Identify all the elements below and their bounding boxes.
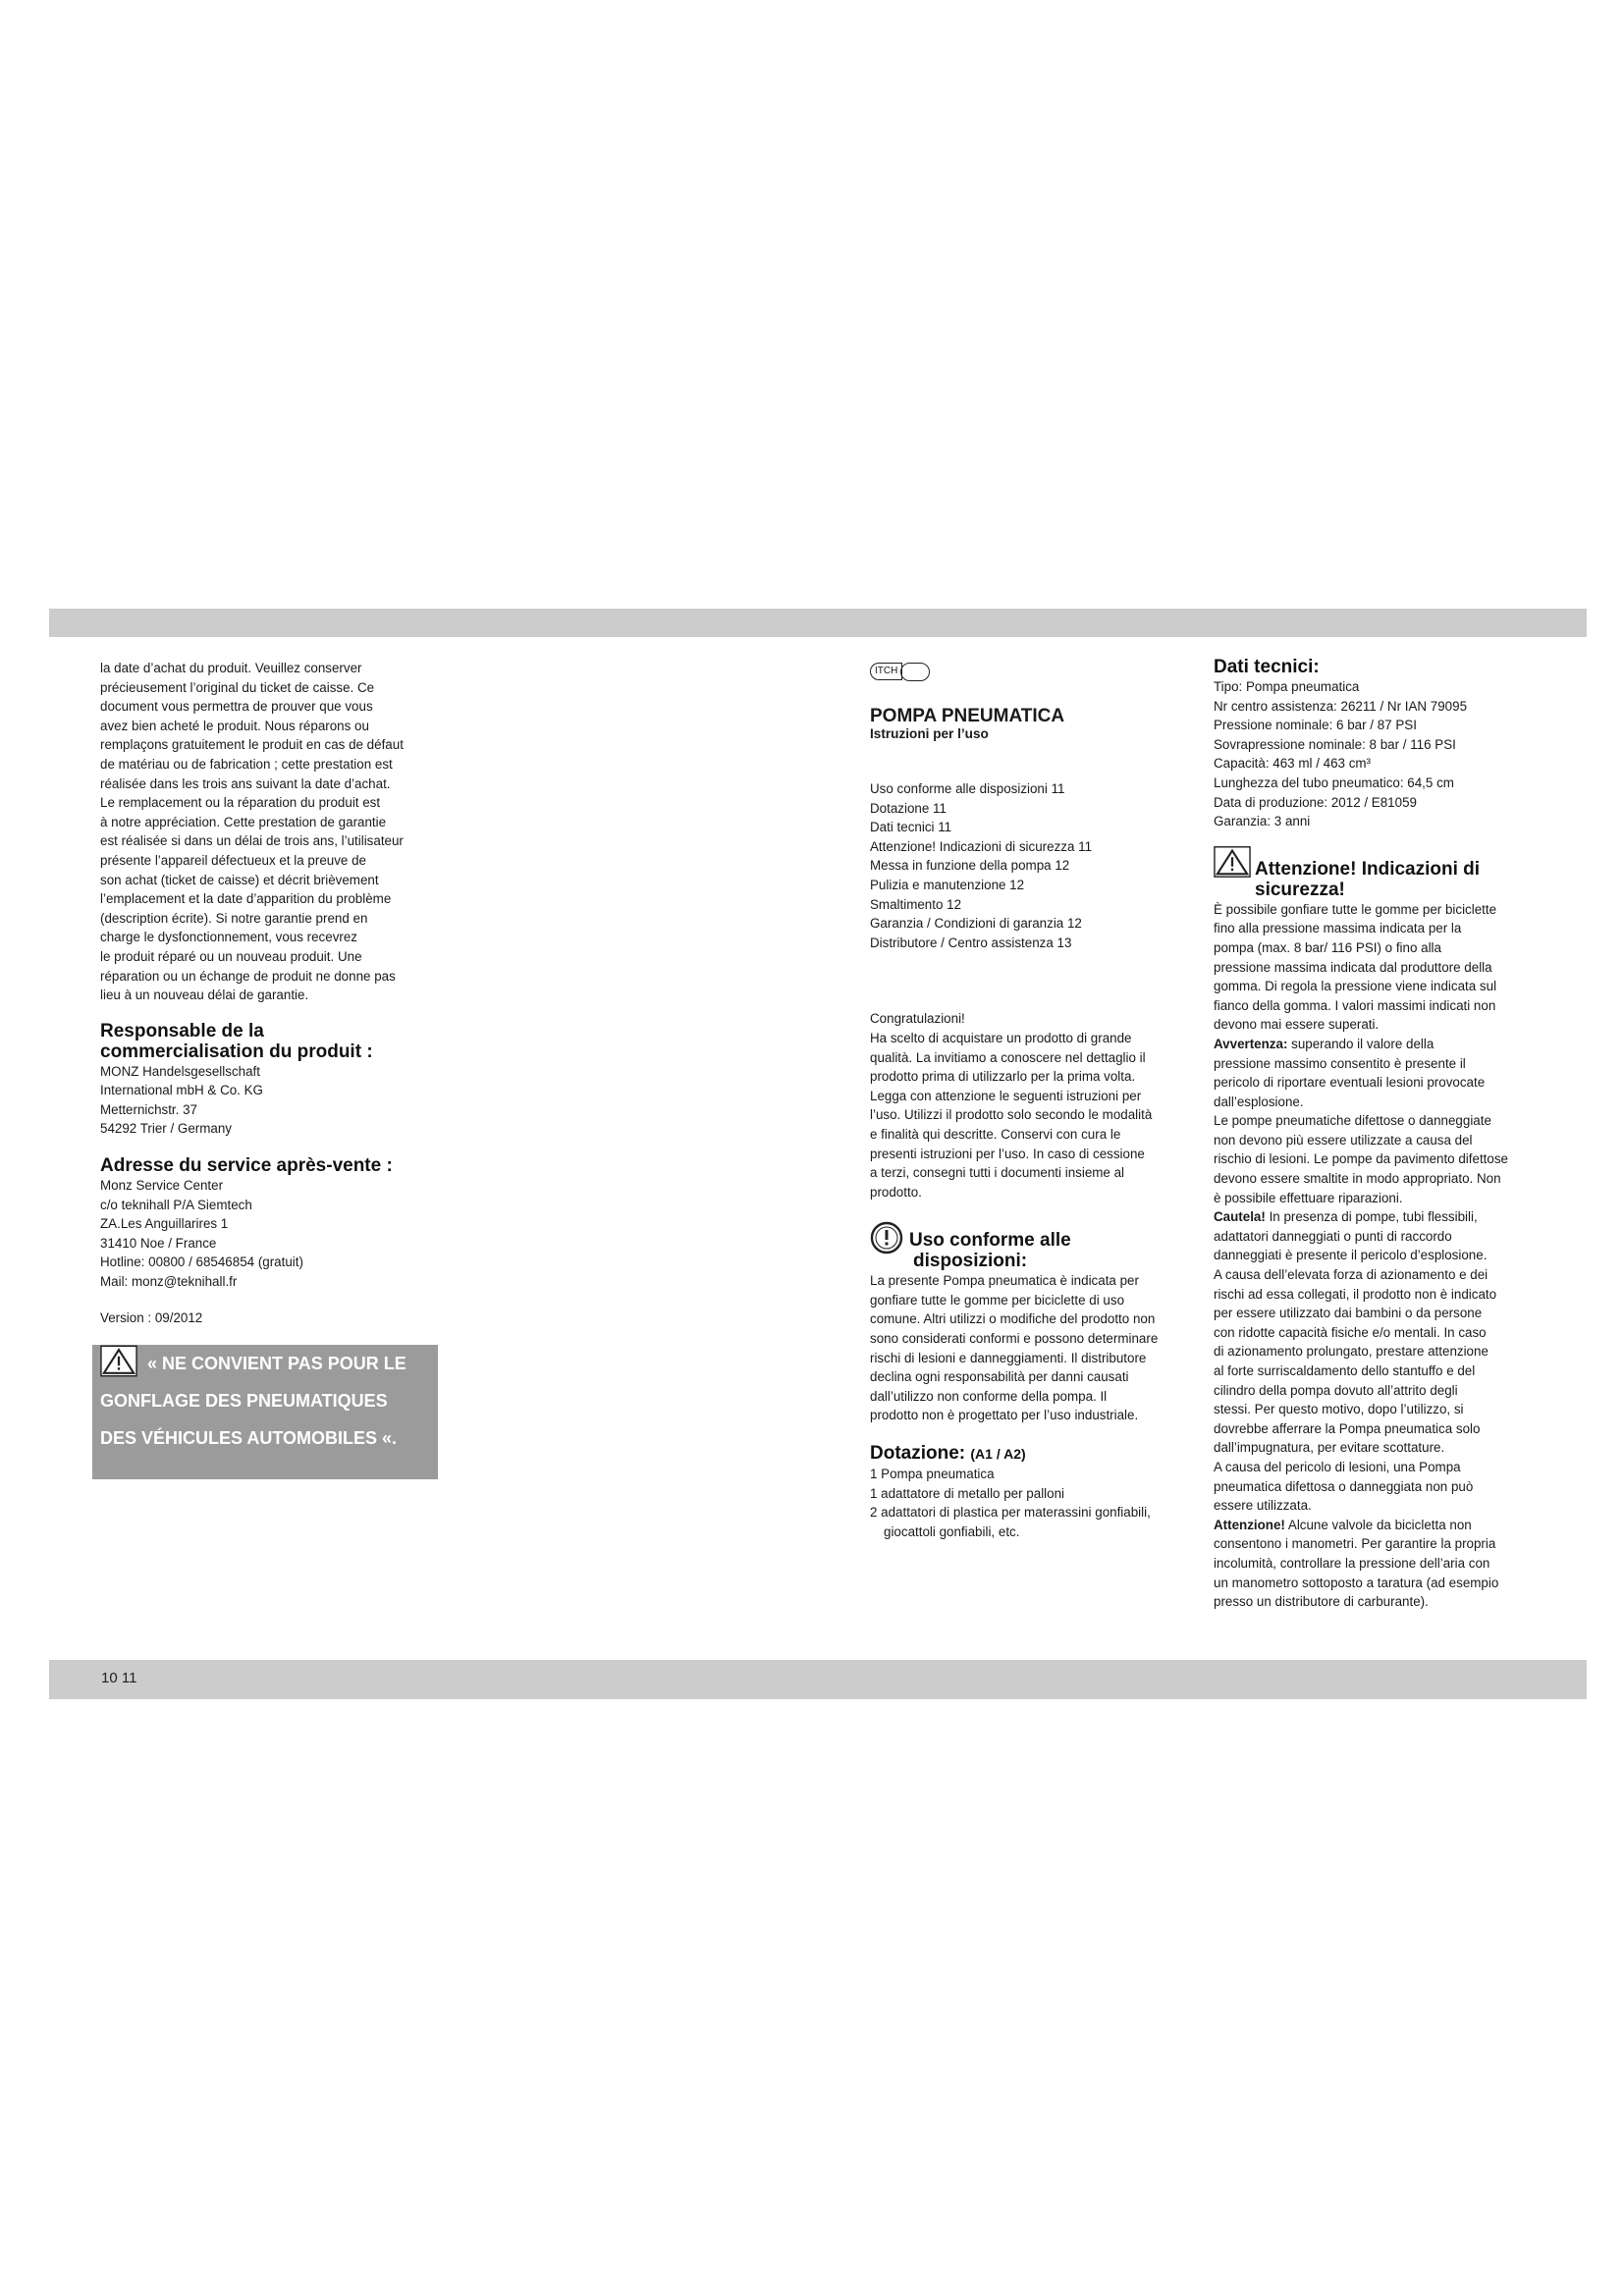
- text-line: l’uso. Utilizzi il prodotto solo secondo le modalità: [870, 1107, 1153, 1123]
- text-line: di azionamento prolungato, prestare attenzione: [1214, 1344, 1489, 1360]
- text-line: Monz Service Center: [100, 1178, 224, 1194]
- text-line: pericolo di riportare eventuali lesioni provocate: [1214, 1075, 1486, 1091]
- text-line: charge le dysfonctionnement, vous recevrez: [100, 930, 358, 945]
- product-subtitle: Istruzioni per l’uso: [870, 726, 989, 741]
- service-heading: Adresse du service après-vente :: [100, 1155, 393, 1177]
- text-line: présente l’appareil défectueux et la preuve de: [100, 852, 366, 868]
- responsable-heading: Responsable de la commercialisation du produit :: [100, 1020, 373, 1062]
- text-line: de matériau ou de fabrication ; cette prestation est: [100, 756, 393, 772]
- text-line: le produit réparé ou un nouveau produit. Une: [100, 948, 362, 964]
- text-line: rischi di lesioni e danneggiamenti. Il distributore: [870, 1350, 1147, 1365]
- text-line: l’emplacement et la date d’apparition du problème: [100, 891, 392, 907]
- text-line: Capacità: 463 ml / 463 cm³: [1214, 756, 1372, 772]
- text-line: pressione massima indicata dal produttore della: [1214, 959, 1492, 975]
- text-line: Congratulazioni!: [870, 1011, 965, 1027]
- warning-line-2: GONFLAGE DES PNEUMATIQUES: [100, 1391, 388, 1411]
- text-line: dall’utilizzo non conforme della pompa. Il: [870, 1388, 1108, 1404]
- italian-technical-column: [1214, 657, 1538, 1612]
- text-line: gomma. Di regola la pressione viene indicata sul: [1214, 979, 1497, 994]
- dotazione-list: [870, 1465, 1194, 1541]
- text-line: Pressione nominale: 6 bar / 87 PSI: [1214, 718, 1417, 733]
- text-line: réparation ou un échange de produit ne donne pas: [100, 968, 396, 984]
- avvertenza-paragraph: Avvertenza: superando il valore della: [1214, 1036, 1435, 1051]
- language-oval-icon: [900, 663, 930, 681]
- text-line: Le pompe pneumatiche difettose o danneggiate: [1214, 1113, 1491, 1129]
- italian-intro-column: [870, 660, 1194, 1541]
- text-line: dovrebbe afferrare la Pompa pneumatica solo: [1214, 1420, 1481, 1436]
- product-title: POMPA PNEUMATICA: [870, 706, 1065, 726]
- cautela-paragraph: Cautela! In presenza di pompe, tubi flessibili,: [1214, 1209, 1478, 1225]
- text-line: Garanzia / Condizioni di garanzia 12: [870, 916, 1082, 932]
- text-line: a terzi, consegni tutti i documenti insieme al: [870, 1165, 1125, 1181]
- safety-text-1: [1214, 900, 1538, 1035]
- text-line: dall’impugnatura, per evitare scottature.: [1214, 1440, 1445, 1456]
- text-line: fino alla pressione massima indicata per la: [1214, 921, 1462, 936]
- text-line: dall’esplosione.: [1214, 1094, 1304, 1109]
- dati-list: [1214, 677, 1538, 831]
- text-line: stessi. Per questo motivo, dopo l’utilizzo, si: [1214, 1402, 1464, 1417]
- text-line: 31410 Noe / France: [100, 1235, 217, 1251]
- text-line: incolumità, controllare la pressione dell’aria con: [1214, 1555, 1490, 1571]
- language-badge: [870, 662, 930, 681]
- warning-line-1: « NE CONVIENT PAS POUR LE: [147, 1354, 406, 1373]
- text-line: È possibile gonfiare tutte le gomme per biciclette: [1214, 901, 1497, 917]
- top-gray-band: [49, 609, 1587, 637]
- text-line: Attenzione! Indicazioni di sicurezza 11: [870, 838, 1093, 854]
- warning-triangle-icon: [100, 1345, 137, 1377]
- text-line: MONZ Handelsgesellschaft: [100, 1063, 260, 1079]
- text-line: Uso conforme alle disposizioni 11: [870, 781, 1065, 796]
- text-line: rischi ad essa collegati, il prodotto non è indicato: [1214, 1286, 1497, 1302]
- text-line: devono mai essere superati.: [1214, 1017, 1380, 1033]
- cautela-text: [1214, 1227, 1538, 1516]
- text-line: remplaçons gratuitement le produit en cas de défaut: [100, 737, 404, 753]
- text-line: (description écrite). Si notre garantie prend en: [100, 910, 368, 926]
- text-line: précieusement l’original du ticket de caisse. Ce: [100, 679, 375, 695]
- dotazione-heading: Dotazione: (A1 / A2): [870, 1443, 1026, 1465]
- text-line: La presente Pompa pneumatica è indicata per: [870, 1273, 1139, 1289]
- text-line: Data di produzione: 2012 / E81059: [1214, 794, 1417, 810]
- text-line: e finalità qui descritte. Conservi con cura le: [870, 1126, 1121, 1142]
- text-line: à notre appréciation. Cette prestation de garantie: [100, 814, 387, 829]
- text-line: Messa in funzione della pompa 12: [870, 858, 1070, 874]
- text-line: Lunghezza del tubo pneumatico: 64,5 cm: [1214, 774, 1454, 790]
- text-line: sono considerati conformi e possono determinare: [870, 1331, 1159, 1347]
- text-line: per essere utilizzato dai bambini o da persone: [1214, 1306, 1483, 1321]
- text-line: Legga con attenzione le seguenti istruzioni per: [870, 1088, 1142, 1103]
- text-line: avez bien acheté le produit. Nous réparons ou: [100, 718, 369, 733]
- text-line: danneggiati è presente il pericolo d’esplosione.: [1214, 1248, 1488, 1263]
- french-column: [100, 659, 434, 1327]
- text-line: est réalisée si dans un délai de trois ans, l’utilisateur: [100, 833, 404, 849]
- text-line: consentono i manometri. Per garantire la propria: [1214, 1536, 1496, 1552]
- text-line: 54292 Trier / Germany: [100, 1121, 232, 1137]
- text-line: Dotazione 11: [870, 800, 947, 816]
- text-line: pressione massimo consentito è presente il: [1214, 1055, 1466, 1071]
- text-line: 1 Pompa pneumatica: [870, 1467, 995, 1482]
- text-line: pompa (max. 8 bar/ 116 PSI) o fino alla: [1214, 939, 1441, 955]
- text-line: comune. Altri utilizzi o modifiche del prodotto non: [870, 1311, 1156, 1327]
- text-line: rischio di lesioni. Le pompe da pavimento difettose: [1214, 1151, 1508, 1167]
- car-tyre-warning-box: [92, 1345, 438, 1479]
- text-line: pneumatica difettosa o danneggiata non può: [1214, 1478, 1474, 1494]
- footer-band: [49, 1660, 1587, 1699]
- avvertenza-text: [1214, 1054, 1538, 1208]
- text-line: 1 adattatore di metallo per palloni: [870, 1485, 1065, 1501]
- text-line: Ha scelto di acquistare un prodotto di grande: [870, 1030, 1132, 1045]
- text-line: Metternichstr. 37: [100, 1101, 197, 1117]
- text-line: Tipo: Pompa pneumatica: [1214, 679, 1360, 694]
- text-line: cilindro della pompa dovuto all’attrito degli: [1214, 1382, 1458, 1398]
- uso-text: [870, 1271, 1194, 1425]
- warning-line-3: DES VÉHICULES AUTOMOBILES «.: [100, 1428, 398, 1448]
- uso-heading: Uso conforme alle disposizioni:: [870, 1221, 1194, 1271]
- text-line: presso un distributore di carburante).: [1214, 1594, 1429, 1610]
- text-line: al forte surriscaldamento dello stantuffo e del: [1214, 1363, 1476, 1378]
- info-circle-icon: [870, 1221, 903, 1255]
- service-address: [100, 1176, 434, 1292]
- text-line: son achat (ticket de caisse) et décrit brièvement: [100, 872, 379, 887]
- attenzione-text: [1214, 1534, 1538, 1611]
- text-line: A causa dell’elevata forza di azionamento e dei: [1214, 1267, 1489, 1283]
- text-line: devono essere smaltite in modo appropriato. Non: [1214, 1171, 1501, 1187]
- text-line: Mail: monz@teknihall.fr: [100, 1274, 238, 1290]
- dati-heading: Dati tecnici:: [1214, 657, 1320, 677]
- text-line: declina ogni responsabilità per danni causati: [870, 1369, 1129, 1385]
- language-code: ITCH: [870, 663, 902, 680]
- text-line: fianco della gomma. I valori massimi indicati non: [1214, 997, 1496, 1013]
- safety-heading: Attenzione! Indicazioni di sicurezza!: [1214, 845, 1538, 900]
- text-line: un manometro sottoposto a taratura (ad esempio: [1214, 1575, 1499, 1590]
- text-line: qualità. La invitiamo a conoscere nel dettaglio il: [870, 1049, 1146, 1065]
- text-line: Distributore / Centro assistenza 13: [870, 934, 1072, 950]
- text-line: réalisée dans les trois ans suivant la date d’achat.: [100, 775, 391, 791]
- responsable-address: [100, 1062, 434, 1139]
- text-line: International mbH & Co. KG: [100, 1083, 263, 1098]
- text-line: Smaltimento 12: [870, 896, 962, 912]
- congratulations-text: [870, 1009, 1194, 1201]
- text-line: A causa del pericolo di lesioni, una Pompa: [1214, 1459, 1461, 1474]
- text-line: prodotto non è progettato per l’uso industriale.: [870, 1408, 1139, 1423]
- text-line: Pulizia e manutenzione 12: [870, 877, 1025, 892]
- warranty-text: [100, 659, 434, 1005]
- table-of-contents: [870, 779, 1194, 952]
- text-line: lieu à un nouveau délai de garantie.: [100, 988, 309, 1003]
- text-line: Hotline: 00800 / 68546854 (gratuit): [100, 1255, 303, 1270]
- text-line: Dati tecnici 11: [870, 820, 952, 835]
- warning-triangle-icon: [1214, 845, 1251, 879]
- text-line: Sovrapressione nominale: 8 bar / 116 PSI: [1214, 736, 1456, 752]
- text-line: essere utilizzata.: [1214, 1498, 1312, 1514]
- text-line: c/o teknihall P/A Siemtech: [100, 1197, 252, 1212]
- text-line: adattatori danneggiati o punti di raccordo: [1214, 1228, 1452, 1244]
- text-line: ZA.Les Anguillarires 1: [100, 1216, 229, 1232]
- text-line: 2 adattatori di plastica per materassini gonfiabili,: [870, 1505, 1151, 1521]
- text-line: è possibile effettuare riparazioni.: [1214, 1190, 1403, 1205]
- page-numbers: 10 11: [101, 1670, 137, 1686]
- text-line: document vous permettra de prouver que vous: [100, 699, 373, 715]
- text-line: giocattoli gonfiabili, etc.: [884, 1523, 1020, 1539]
- text-line: non devono più essere utilizzate a causa del: [1214, 1132, 1473, 1148]
- text-line: prodotto prima di utilizzarlo per la prima volta.: [870, 1069, 1136, 1085]
- text-line: prodotto.: [870, 1184, 922, 1200]
- text-line: gonfiare tutte le gomme per biciclette di uso: [870, 1292, 1125, 1308]
- attenzione-paragraph: Attenzione! Alcune valvole da bicicletta non: [1214, 1517, 1472, 1532]
- text-line: presenti istruzioni per l’uso. In caso di cessione: [870, 1146, 1145, 1161]
- text-line: con ridotte capacità fisiche e/o mentali. In caso: [1214, 1324, 1487, 1340]
- text-line: Nr centro assistenza: 26211 / Nr IAN 79095: [1214, 698, 1468, 714]
- text-line: Garanzia: 3 anni: [1214, 814, 1311, 829]
- version-label: Version : 09/2012: [100, 1309, 203, 1325]
- text-line: Le remplacement ou la réparation du produit est: [100, 795, 381, 811]
- text-line: la date d’achat du produit. Veuillez conserver: [100, 661, 362, 675]
